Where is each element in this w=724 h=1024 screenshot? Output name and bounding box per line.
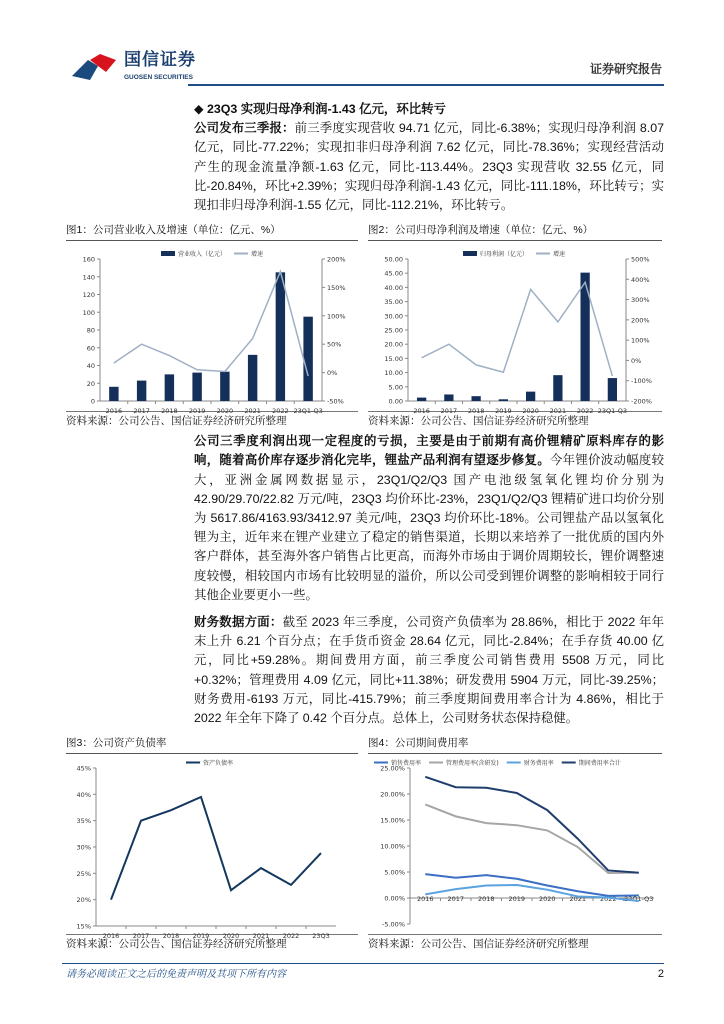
figure-row-1 (66, 223, 664, 428)
paragraph-body: 今年锂价波动幅度较大，亚洲金属网数据显示，23Q1/Q2/Q3 国产电池级氢氧化锂均价分别为 42.90/29.70/22.82 万元/吨，23Q3 均价环比-23%，23Q1/Q2/Q3 锂精矿进口均价分别为 5617.86/4163.93/3412.97 美元/吨，23Q3 均价环比-18%。公司锂盐产品以氢氧化锂为主，近年来在锂产业建立了稳定的销售渠道，长期以来培养了一批优质的国内外客户群体，甚至海外客户销售占比更高，而海外市场由于调价周期较长，锂价调整速度较慢，相较国内市场有比较明显的溢价，所以公司受到锂价调整的影响相较于同行其他企业要更小一些。 (194, 453, 665, 602)
y-tick-label: 40% (76, 791, 91, 800)
x-tick-label: 2018 (162, 932, 180, 941)
net-profit-chart (368, 241, 662, 416)
x-tick-label: 23Q1-Q3 (293, 407, 323, 416)
x-tick-label: 2021 (244, 407, 261, 416)
paragraph-financials (194, 613, 664, 728)
y-tick-label: 20% (76, 896, 91, 905)
y-tick-label: 25.00% (380, 764, 405, 773)
legend-label: 增速 (251, 251, 264, 259)
x-tick-label: 2017 (132, 932, 150, 941)
bar (192, 373, 201, 401)
x-tick-label: 23Q1-Q3 (597, 407, 628, 416)
debt-ratio-chart (66, 754, 358, 941)
legend-label: 资产负债率 (203, 760, 234, 768)
report-type: 证券研究报告 (589, 62, 662, 76)
y-tick-label: 30.00 (384, 312, 403, 321)
x-tick-label: 23Q1-Q3 (624, 895, 654, 904)
bar (471, 396, 480, 401)
figure-4 (368, 736, 662, 951)
legend-label: 期间费用率合计 (578, 760, 621, 768)
x-tick-label: 2021 (569, 895, 587, 904)
y-tick-label: 10.00 (384, 369, 403, 378)
x-tick-label: 2022 (282, 932, 300, 941)
bar (417, 398, 426, 401)
y-tick-label: 40 (86, 362, 95, 371)
y-tick-label: 5.00 (388, 383, 403, 392)
figure-1 (66, 223, 358, 428)
y-tick-label: 80 (86, 326, 95, 335)
y-tick-label: 60 (86, 344, 95, 353)
y-tick-label: 20 (86, 379, 95, 388)
brand-name: 国信证券 (124, 50, 196, 69)
x-tick-label: 2020 (522, 407, 539, 416)
figure-source: 资料来源：公司公告、国信证券经济研究所整理 (66, 415, 287, 428)
x-tick-label: 2016 (105, 407, 123, 416)
x-tick-label: 2020 (538, 895, 556, 904)
figure-source: 资料来源：公司公告、国信证券经济研究所整理 (368, 415, 589, 428)
x-tick-label: 2020 (222, 932, 240, 941)
y-tick-label: 0 (90, 397, 95, 406)
figure-source: 资料来源：公司公告、国信证券经济研究所整理 (66, 938, 287, 951)
x-tick-label: 2018 (467, 407, 485, 416)
x-tick-label: 2021 (549, 407, 567, 416)
y2-tick-label: 150% (327, 284, 346, 293)
y-tick-label: 15.00% (380, 816, 405, 825)
y-tick-label: 40.00 (384, 284, 403, 293)
figure-3 (66, 736, 358, 951)
y2-tick-label: -100% (631, 377, 652, 386)
y-tick-label: 10.00% (380, 842, 405, 851)
y2-tick-label: 0% (327, 369, 338, 378)
legend-label: 营业收入（亿元） (178, 251, 227, 259)
x-tick-label: 2018 (477, 895, 495, 904)
y2-tick-label: 300% (631, 296, 650, 305)
y-tick-label: 50.00 (384, 255, 403, 264)
bar (444, 395, 453, 402)
x-tick-label: 2019 (188, 407, 206, 416)
legend-swatch (161, 251, 175, 256)
x-tick-label: 2022 (576, 407, 594, 416)
paragraph-lead: 公司三季度利润出现一定程度的亏损，主要是由于前期有高价锂精矿原料库存的影响，随着高价库存逐步消化完毕，锂盐产品利润有望逐步修复。 (194, 434, 664, 468)
paragraph-lithium-price (194, 432, 664, 605)
y-tick-label: 20.00% (380, 790, 405, 799)
bar (165, 375, 174, 402)
x-tick-label: 2016 (102, 932, 120, 941)
bar (499, 400, 508, 402)
figure-2 (368, 223, 662, 428)
bar (109, 387, 118, 401)
series-line (425, 777, 639, 873)
bar (276, 273, 285, 402)
x-tick-label: 2020 (216, 407, 234, 416)
y-tick-label: 45% (76, 764, 91, 773)
y2-tick-label: 200% (327, 255, 346, 264)
bar (220, 372, 229, 401)
y-tick-label: 30% (76, 843, 91, 852)
bar (248, 355, 257, 401)
y2-tick-label: 50% (327, 340, 342, 349)
x-tick-label: 2016 (416, 895, 434, 904)
y2-tick-label: 100% (327, 312, 346, 321)
y-tick-label: 35.00 (384, 298, 403, 307)
x-tick-label: 2018 (161, 407, 178, 416)
header-rule (188, 84, 664, 86)
y2-tick-label: 200% (631, 316, 650, 325)
y-tick-label: 25% (76, 870, 91, 879)
paragraph-body: 截至 2023 年三季度，公司资产负债率为 28.86%，相比于 2022 年年末上升 6.21 个百分点；在手货币资金 28.64 亿元，同比-2.84%；在手存货 40.00 亿元，同比+59.28%。期间费用方面，前三季度公司销售费用 5508 万元，同比+0.32%；管理费用 4.09 亿元，同比+11.38%；研发费用 5904 万元，同比-39.25%；财务费用-6193 万元，同比-415.79%；前三季度期间费用率合计为 4.86%，相比于 2022 年全年下降了 0.42 个百分点。总体上，公司财务状态保持稳健。 (194, 615, 664, 726)
x-tick-label: 2022 (599, 895, 617, 904)
y-tick-label: 0.00% (384, 894, 405, 903)
y-tick-label: 100 (82, 308, 95, 317)
paragraph-lead: 财务数据方面： (194, 615, 283, 630)
brand-name-en: GUOSEN SECURITIES (124, 74, 193, 81)
y-tick-label: 25.00 (384, 326, 403, 335)
figure-source: 资料来源：公司公告、国信证券经济研究所整理 (368, 938, 589, 951)
x-tick-label: 2021 (252, 932, 270, 941)
revenue-chart (66, 241, 358, 416)
legend-label: 管理费用率(含研发) (446, 760, 499, 768)
figure-title: 图2：公司归母净利润及增速（单位：亿元、%） (368, 224, 594, 237)
legend-swatch (463, 251, 477, 256)
series-line (425, 805, 639, 874)
y-tick-label: 15.00 (384, 355, 403, 364)
legend-label: 归母利润（亿元） (480, 251, 529, 259)
y-tick-label: 140 (82, 273, 95, 282)
legend-label: 销售费用率 (391, 760, 422, 768)
paragraph-body: 前三季度实现营收 94.71 亿元，同比-6.38%；实现归母净利润 8.07 亿元，同比-77.22%；实现扣非归母净利润 7.62 亿元，同比-78.36%；实现经营活动产生的现金流量净额-1.63 亿元，同比-113.44%。23Q3 实现营收 32.55 亿元，同比-20.84%，环比+2.39%；实现归母净利润-1.43 亿元，同比-111.18%，环比转亏；实现扣非归母净利润-1.55 亿元，同比-112.21%，环比转亏。 (194, 121, 665, 213)
x-tick-label: 2019 (495, 407, 512, 416)
series-line (425, 874, 639, 896)
y2-tick-label: -50% (327, 397, 344, 406)
figure-title: 图4：公司期间费用率 (368, 737, 469, 750)
y-tick-label: 120 (82, 291, 95, 300)
y-tick-label: 15% (76, 922, 91, 931)
x-tick-label: 2022 (272, 407, 289, 416)
bar (303, 317, 312, 401)
y2-tick-label: 100% (631, 336, 650, 345)
legend-label: 增速 (553, 251, 566, 259)
x-tick-label: 2017 (133, 407, 150, 416)
x-tick-label: 2017 (440, 407, 458, 416)
y-tick-label: 0.00 (388, 397, 403, 406)
y-tick-label: 160 (82, 255, 95, 264)
expense-ratio-chart (368, 754, 662, 934)
figure-row-2 (66, 736, 664, 951)
footer (62, 963, 664, 981)
section-title: ◆ 23Q3 实现归母净利润-1.43 亿元，环比转亏 (194, 102, 446, 116)
y-tick-label: 5.00% (384, 868, 405, 877)
figure-title: 图3：公司资产负债率 (66, 737, 167, 750)
report-body (62, 100, 664, 981)
divider (368, 934, 662, 935)
y2-tick-label: -200% (631, 397, 652, 406)
y-tick-label: 35% (76, 817, 91, 826)
x-tick-label: 2019 (192, 932, 210, 941)
series-line (111, 797, 321, 900)
y2-tick-label: 500% (631, 255, 650, 264)
y-tick-label: -5.00% (382, 920, 405, 929)
y-tick-label: 20.00 (384, 340, 403, 349)
bar (608, 378, 617, 401)
figure-title: 图1：公司营业收入及增速（单位：亿元、%） (66, 224, 281, 237)
paragraph-q3-results (194, 119, 664, 215)
page-number: 2 (657, 968, 664, 981)
x-tick-label: 2019 (508, 895, 526, 904)
y2-tick-label: 400% (631, 276, 650, 285)
disclaimer-note: 请务必阅读正文之后的免责声明及其项下所有内容 (66, 969, 286, 981)
bar (553, 375, 562, 401)
x-tick-label: 2017 (447, 895, 465, 904)
bar (526, 392, 535, 401)
bar (137, 381, 146, 401)
x-tick-label: 23Q3 (312, 932, 330, 941)
paragraph-lead: 公司发布三季报： (194, 121, 295, 136)
legend-label: 财务费用率 (523, 760, 554, 768)
y2-tick-label: 0% (631, 357, 642, 366)
x-tick-label: 2016 (413, 407, 430, 416)
y-tick-label: 45.00 (384, 269, 403, 278)
